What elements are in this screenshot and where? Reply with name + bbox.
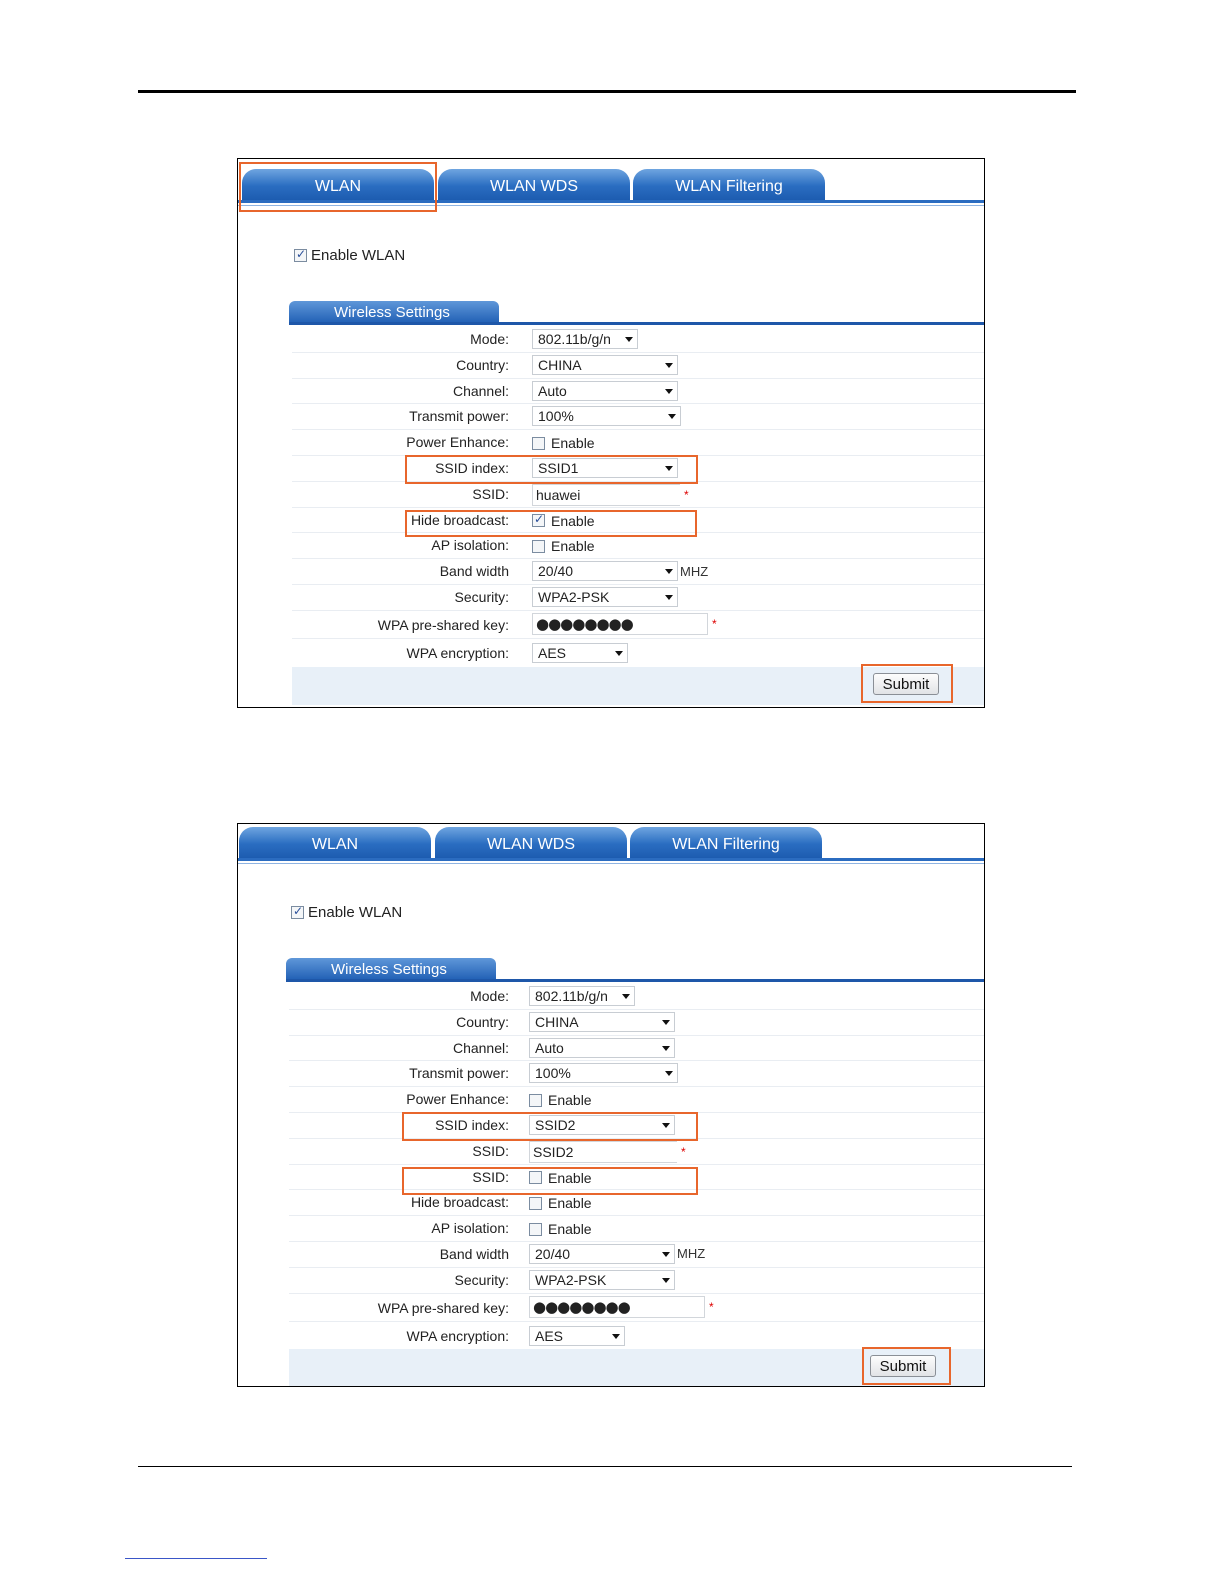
ssid-label: SSID: <box>472 485 509 502</box>
channel-value: Auto <box>535 1039 564 1056</box>
band-width-unit: MHZ <box>677 1246 706 1262</box>
band-width-row <box>292 559 984 585</box>
ap-isolation-row <box>292 533 984 559</box>
required-mark: * <box>681 1144 686 1159</box>
chevron-down-icon <box>612 1334 620 1339</box>
wpa-encryption-value: AES <box>538 644 567 661</box>
enable-wlan-label: Enable WLAN <box>308 904 403 921</box>
hide-broadcast-option: Enable <box>551 512 595 529</box>
security-value: WPA2-PSK <box>538 588 610 605</box>
band-width-select[interactable] <box>532 561 678 581</box>
tab-underline-light <box>238 863 984 864</box>
band-width-row <box>289 1242 984 1268</box>
tab-wlan-wds[interactable]: WLAN WDS <box>435 827 627 858</box>
wlan-screenshot-ssid1 <box>237 158 985 708</box>
footer-link-underline <box>125 1558 267 1559</box>
chevron-down-icon <box>662 1046 670 1051</box>
ssid-enable-label: SSID: <box>472 1168 509 1185</box>
wpa-encryption-value: AES <box>535 1327 564 1344</box>
ap-isolation-option: Enable <box>548 1221 592 1238</box>
channel-row <box>292 379 984 405</box>
transmit-power-row <box>289 1061 984 1087</box>
country-label: Country: <box>456 1013 509 1030</box>
wireless-settings-rule <box>286 979 984 982</box>
page-footer-rule <box>138 1466 1072 1467</box>
ssid-index-select[interactable] <box>529 1115 675 1135</box>
security-value: WPA2-PSK <box>535 1271 607 1288</box>
security-row <box>289 1268 984 1294</box>
band-width-select[interactable] <box>529 1244 675 1264</box>
power-enhance-checkbox[interactable] <box>532 437 545 450</box>
mode-value: 802.11b/g/n <box>535 988 608 1004</box>
country-label: Country: <box>456 356 509 373</box>
ap-isolation-checkbox[interactable] <box>529 1223 542 1236</box>
chevron-down-icon <box>665 569 673 574</box>
submit-button[interactable]: Submit <box>870 1355 936 1377</box>
power-enhance-option: Enable <box>551 435 595 452</box>
power-enhance-option: Enable <box>548 1092 592 1109</box>
channel-value: Auto <box>538 382 567 399</box>
power-enhance-label: Power Enhance: <box>406 434 509 451</box>
wpa-key-row <box>292 611 984 639</box>
channel-select[interactable] <box>529 1038 675 1058</box>
chevron-down-icon <box>662 1123 670 1128</box>
channel-label: Channel: <box>452 382 509 399</box>
mode-label: Mode: <box>470 988 509 1004</box>
wpa-key-row <box>289 1294 984 1322</box>
ssid-enable-option: Enable <box>548 1169 592 1186</box>
country-row <box>292 353 984 379</box>
chevron-down-icon <box>625 337 633 342</box>
ssid-row <box>292 482 984 508</box>
chevron-down-icon <box>668 414 676 419</box>
hide-broadcast-row <box>289 1190 984 1216</box>
chevron-down-icon <box>665 363 673 368</box>
page-header-rule <box>138 90 1076 93</box>
transmit-power-value: 100% <box>535 1065 571 1082</box>
transmit-power-label: Transmit power: <box>409 1065 509 1082</box>
country-value: CHINA <box>538 356 582 373</box>
wpa-encryption-label: WPA encryption: <box>406 1327 509 1344</box>
ssid-input[interactable]: huawei <box>532 484 680 506</box>
country-select[interactable] <box>529 1012 675 1032</box>
ap-isolation-label: AP isolation: <box>431 537 509 554</box>
hide-broadcast-row <box>292 508 984 534</box>
power-enhance-checkbox[interactable] <box>529 1094 542 1107</box>
ssid-input[interactable]: SSID2 <box>529 1141 677 1163</box>
transmit-power-select[interactable] <box>532 406 681 426</box>
chevron-down-icon <box>665 595 673 600</box>
enable-wlan-checkbox[interactable] <box>291 906 304 919</box>
power-enhance-row <box>289 1087 984 1113</box>
mode-select[interactable] <box>529 986 635 1006</box>
hide-broadcast-label: Hide broadcast: <box>410 1194 509 1211</box>
ssid-index-value: SSID2 <box>535 1116 576 1133</box>
ap-isolation-row <box>289 1216 984 1242</box>
ssid-enable-row <box>289 1165 984 1191</box>
wireless-settings-rule <box>289 322 984 325</box>
ssid-index-row <box>289 1113 984 1139</box>
ssid-index-select[interactable] <box>532 458 678 478</box>
chevron-down-icon <box>615 651 623 656</box>
channel-select[interactable] <box>532 381 678 401</box>
transmit-power-select[interactable] <box>529 1063 678 1083</box>
country-value: CHINA <box>535 1013 579 1030</box>
mode-row <box>292 327 984 353</box>
submit-bar <box>292 667 984 705</box>
enable-wlan-checkbox[interactable] <box>294 249 307 262</box>
enable-wlan-label: Enable WLAN <box>311 247 406 264</box>
power-enhance-label: Power Enhance: <box>406 1091 509 1108</box>
wpa-encryption-select[interactable] <box>529 1326 625 1346</box>
chevron-down-icon <box>662 1252 670 1257</box>
ssid-enable-checkbox[interactable] <box>529 1171 542 1184</box>
mode-value: 802.11b/g/n <box>538 331 611 347</box>
security-row <box>292 585 984 611</box>
tab-underline-light <box>238 205 984 206</box>
power-enhance-row <box>292 430 984 456</box>
hide-broadcast-checkbox[interactable] <box>532 514 545 527</box>
chevron-down-icon <box>665 389 673 394</box>
chevron-down-icon <box>622 994 630 999</box>
hide-broadcast-checkbox[interactable] <box>529 1197 542 1210</box>
security-select[interactable] <box>532 587 678 607</box>
ssid-index-value: SSID1 <box>538 459 579 476</box>
wpa-key-label: WPA pre-shared key: <box>377 1299 509 1316</box>
ssid-index-label: SSID index: <box>435 1116 509 1133</box>
tab-wlan-filtering[interactable]: WLAN Filtering <box>633 169 825 200</box>
chevron-down-icon <box>662 1278 670 1283</box>
mode-label: Mode: <box>470 331 509 347</box>
band-width-unit: MHZ <box>680 563 709 579</box>
wpa-encryption-label: WPA encryption: <box>406 644 509 661</box>
tab-underline <box>238 858 984 861</box>
wpa-encryption-row <box>292 639 984 666</box>
chevron-down-icon <box>665 1071 673 1076</box>
ssid-index-label: SSID index: <box>435 459 509 476</box>
country-row <box>289 1010 984 1036</box>
channel-label: Channel: <box>452 1039 509 1056</box>
submit-bar <box>289 1349 984 1387</box>
tab-wlan[interactable]: WLAN <box>242 169 434 200</box>
wireless-settings-form <box>292 327 984 666</box>
ap-isolation-checkbox[interactable] <box>532 540 545 553</box>
wireless-settings-form <box>289 984 984 1349</box>
ssid-row <box>289 1139 984 1165</box>
wpa-encryption-row <box>289 1322 984 1349</box>
security-label: Security: <box>454 588 509 605</box>
required-mark: * <box>712 616 717 631</box>
band-width-label: Band width <box>439 1245 509 1262</box>
mode-select[interactable] <box>532 329 638 349</box>
wpa-encryption-select[interactable] <box>532 643 628 663</box>
transmit-power-label: Transmit power: <box>409 408 509 425</box>
ssid-index-row <box>292 456 984 482</box>
ap-isolation-label: AP isolation: <box>431 1220 509 1237</box>
tab-underline <box>238 200 984 203</box>
wpa-key-input[interactable]: ●●●●●●●● <box>529 1296 705 1318</box>
ssid-label: SSID: <box>472 1142 509 1159</box>
submit-button[interactable]: Submit <box>873 673 939 695</box>
tab-wlan[interactable]: WLAN <box>239 827 431 858</box>
ap-isolation-option: Enable <box>551 538 595 555</box>
channel-row <box>289 1036 984 1062</box>
security-select[interactable] <box>529 1270 675 1290</box>
wlan-screenshot-ssid2 <box>237 823 985 1387</box>
band-width-value: 20/40 <box>535 1245 571 1262</box>
transmit-power-row <box>292 404 984 430</box>
chevron-down-icon <box>665 466 673 471</box>
tab-wlan-filtering[interactable]: WLAN Filtering <box>630 827 822 858</box>
enable-wlan-row <box>294 247 405 264</box>
required-mark: * <box>684 487 689 502</box>
tab-bar <box>238 169 984 209</box>
hide-broadcast-option: Enable <box>548 1195 592 1212</box>
country-select[interactable] <box>532 355 678 375</box>
wpa-key-input[interactable]: ●●●●●●●● <box>532 613 708 635</box>
security-label: Security: <box>454 1271 509 1288</box>
band-width-value: 20/40 <box>538 563 574 580</box>
band-width-label: Band width <box>439 563 509 580</box>
tab-bar <box>238 827 984 867</box>
wireless-settings-header: Wireless Settings <box>286 958 496 980</box>
wireless-settings-header: Wireless Settings <box>289 301 499 323</box>
enable-wlan-row <box>291 904 402 921</box>
tab-wlan-wds[interactable]: WLAN WDS <box>438 169 630 200</box>
chevron-down-icon <box>662 1020 670 1025</box>
wpa-key-label: WPA pre-shared key: <box>377 616 509 633</box>
required-mark: * <box>709 1299 714 1314</box>
transmit-power-value: 100% <box>538 408 574 425</box>
hide-broadcast-label: Hide broadcast: <box>410 511 509 528</box>
mode-row <box>289 984 984 1010</box>
